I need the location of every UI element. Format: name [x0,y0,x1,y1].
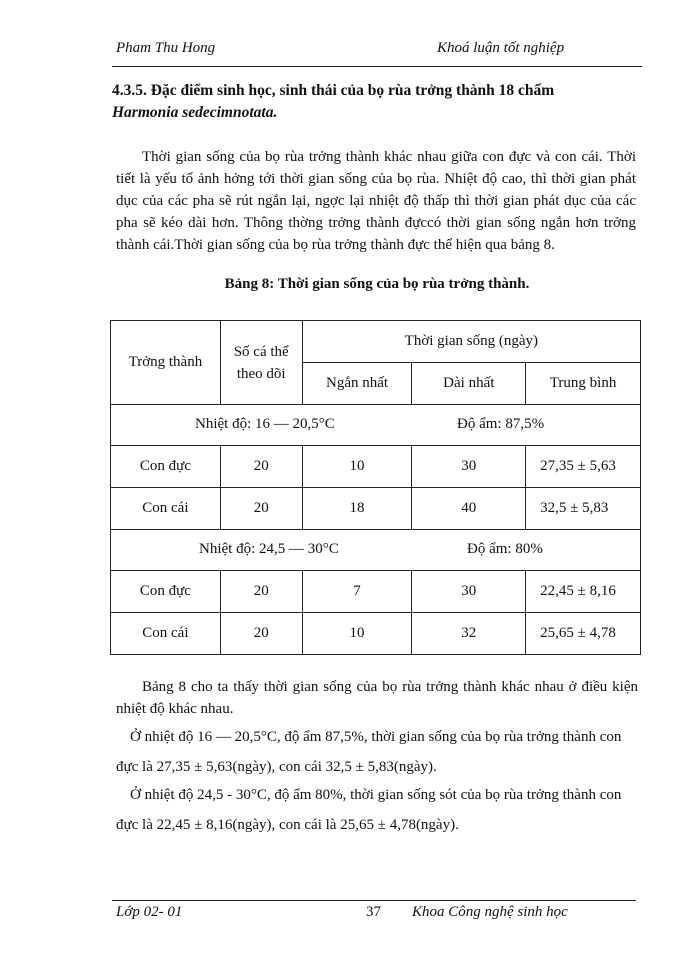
cell-mean: 22,45 ± 8,16 [526,571,641,613]
cell-stage: Con cái [111,488,221,530]
cell-mean: 32,5 ± 5,83 [526,488,641,530]
condition-row [111,530,641,571]
cell-min: 10 [302,613,412,655]
section-heading-text: 4.3.5. Đặc điểm sinh học, sinh thái của bọ rùa trởng thành 18 chấm [112,82,555,99]
paragraph-low-temp: Ở nhiệt độ 16 — 20,5°C, độ ẩm 87,5%, thời gian sống của bọ rùa trởng thành con đực là 27,35 ± 5,63(ngày), con cái 32,5 ± 5,83(ngày). [116,729,622,775]
table-row [111,571,641,613]
cell-mean: 25,65 ± 4,78 [526,613,641,655]
header-stage: Trởng thành [111,321,221,405]
paragraph-intro: Thời gian sống của bọ rùa trởng thành khác nhau giữa con đực và con cái. Thời tiết là yếu tố ảnh hởng tới thời gian sống của bọ rùa. Nhiệt độ cao, thì thời gian phát dục của các pha sẽ rút ngắn lại, ngợc lại nhiệt độ thấp thì thời gian phát dục của các pha sẽ kéo dài hơn. Thông thờng trởng thành đựccó thời gian sống ngắn hơn trởng thành cái.Thời gian sống của bọ rùa trởng thành đực thể hiện qua bảng 8. [116,149,636,253]
cell-min: 18 [302,488,412,530]
cell-count: 20 [220,446,302,488]
header-title: Khoá luận tốt nghiệp [437,40,565,56]
humidity-label: Độ ẩm: 87,5% [457,416,545,432]
cell-count: 20 [220,613,302,655]
cell-count: 20 [220,488,302,530]
table-row [111,613,641,655]
page-number: 37 [366,904,381,920]
header-lifespan: Thời gian sống (ngày) [302,321,640,363]
cell-stage: Con cái [111,613,221,655]
cell-min: 10 [302,446,412,488]
table-row [111,446,641,488]
cell-max: 30 [412,571,526,613]
condition-row [111,405,641,446]
cell-mean: 27,35 ± 5,63 [526,446,641,488]
cell-stage: Con đực [111,446,221,488]
table-row [111,488,641,530]
lifespan-table [110,320,641,655]
temperature-label: Nhiệt độ: 24,5 — 30°C [199,541,339,557]
cell-min: 7 [302,571,412,613]
header-divider [112,66,642,67]
header-count: Số cá thể theo dõi [220,321,302,405]
footer-divider [112,900,636,901]
footer-faculty: Khoa Công nghệ sinh học [412,904,568,920]
paragraph-summary: Bảng 8 cho ta thấy thời gian sống của bọ rùa trởng thành khác nhau ở điều kiện nhiệt độ khác nhau. [116,679,638,717]
paragraph-high-temp: Ở nhiệt độ 24,5 - 30°C, độ ẩm 80%, thời gian sống sót của bọ rùa trởng thành con đực là 22,45 ± 8,16(ngày), con cái là 25,65 ± 4,78(ngày). [116,787,622,833]
cell-max: 40 [412,488,526,530]
header-mean: Trung bình [526,363,641,405]
humidity-label: Độ ẩm: 80% [467,541,543,557]
header-min: Ngắn nhất [302,363,412,405]
cell-max: 32 [412,613,526,655]
species-name: Harmonia sedecimnotata. [112,104,278,121]
cell-stage: Con đực [111,571,221,613]
temperature-label: Nhiệt độ: 16 — 20,5°C [195,416,335,432]
table-caption: Bảng 8: Thời gian sống của bọ rùa trởng thành. [224,276,530,292]
cell-count: 20 [220,571,302,613]
header-max: Dài nhất [412,363,526,405]
section-heading [112,80,642,124]
header-author: Pham Thu Hong [116,40,216,56]
cell-max: 30 [412,446,526,488]
footer-class: Lớp 02- 01 [116,904,183,920]
